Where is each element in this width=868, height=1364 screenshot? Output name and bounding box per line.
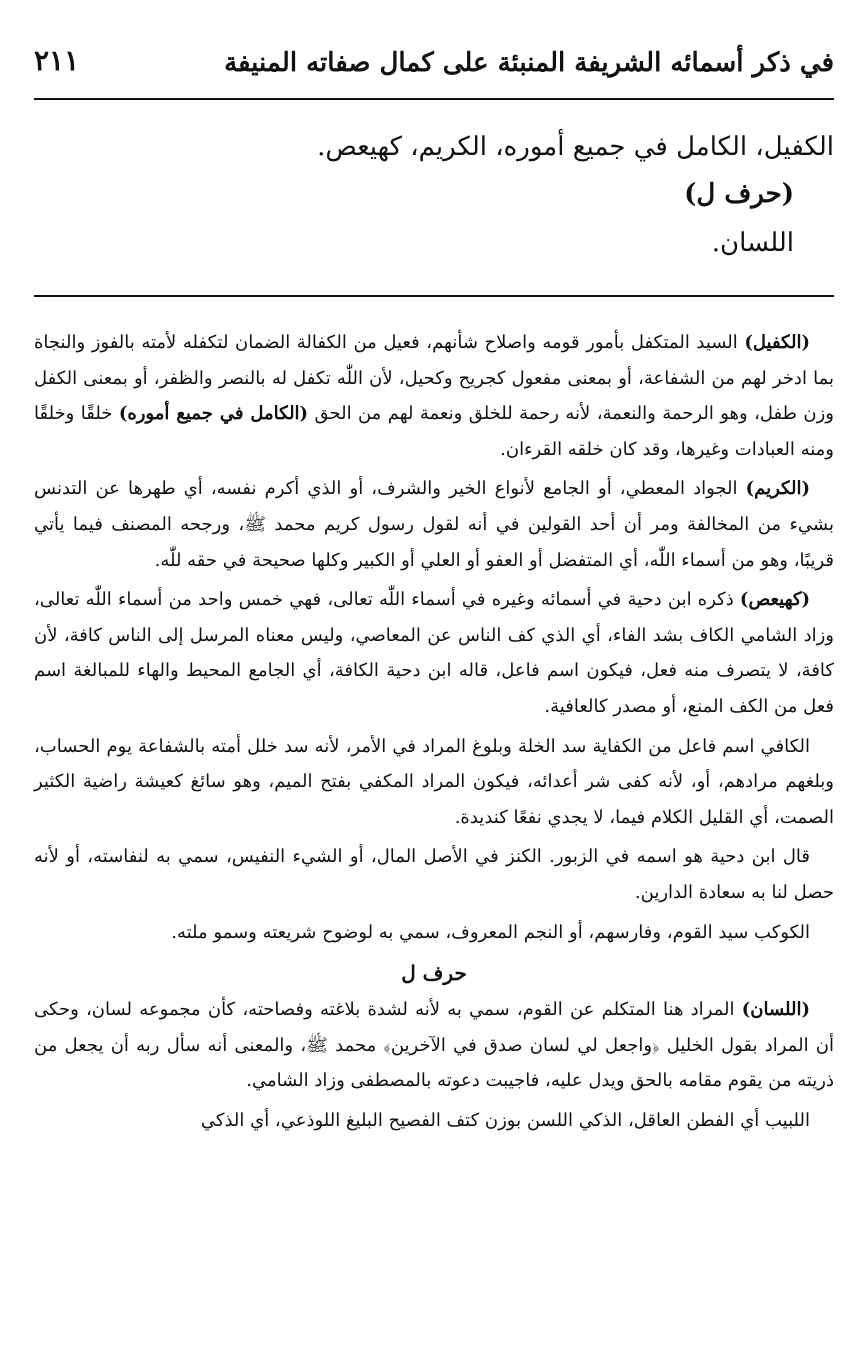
entry-term: (الكريم) xyxy=(745,478,810,500)
commentary-block xyxy=(34,325,834,1142)
header-rule xyxy=(34,98,834,100)
entry-text: السيد المتكفل بأمور قومه واصلاح شأنهم، فعيل من الكفالة الضمان لتكفله لأمته بالفوز والنجاة بما ادخر لهم من الشفاعة، أو بمعنى مفعول كجريح وكحيل، لأن اللّٰه تكفل له بالنصر والظفر، أو بمعنى الكفل وزن طفل، وهو الرحمة والنعمة، لأنه رحمة للخلق ونعمة لهم من الحق xyxy=(34,332,834,425)
commentary-paragraph: قال ابن دحية هو اسمه في الزبور. الكنز في الأصل المال، أو الشيء النفيس، سمي به لنفاسته، أو لأنه حصل لنا به سعادة الدارين. xyxy=(34,846,834,903)
commentary-paragraph xyxy=(34,992,834,1099)
page-number: ٢١١ xyxy=(34,44,80,77)
entry-term: (كهيعص) xyxy=(739,589,810,611)
commentary-paragraph xyxy=(34,582,834,724)
entry-text: المراد هنا المتكلم عن القوم، سمي به لأنه لشدة بلاغته وفصاحته، كأن مجموعه لسان، وحكى أن المراد بقول الخليل ﴿واجعل لي لسان صدق في الآخرين﴾ محمد ﷺ، والمعنى أنه سأل ربه أن يجعل من ذريته من يقوم مقامه بالحق ويدل عليه، فاجيبت دعوته بالمصطفى وزاد الشامي. xyxy=(34,999,834,1092)
entry-term: (الكفيل) xyxy=(744,332,810,353)
page-header xyxy=(34,40,834,90)
commentary-paragraph: الكوكب سيد القوم، وفارسهم، أو النجم المعروف، سمي به لوضوح شريعته وسمو ملته. xyxy=(171,921,810,943)
section-heading: حرف ل xyxy=(401,961,467,986)
entry-text: ذكره ابن دحية في أسمائه وغيره في أسماء اللّٰه تعالى، فهي خمس واحد من أسماء اللّٰه تعالى، وزاد الشامي الكاف بشد الفاء، أي الذي كف الناس عن المعاصي، وليس معناه المرسل إلى الناس كافة، لأن كافة، لا يتصرف منه فعل، فيكون اسم فاعل، قاله ابن دحية الكافة، أي الجامع المحيط والهاء للمبالغة اسم فعل من الكف المنع، أو مصدر كالعافية. xyxy=(34,589,834,717)
commentary-paragraph: الكافي اسم فاعل من الكفاية سد الخلة وبلوغ المراد في الأمر، لأنه سد خلل أمته بالشفاعة يوم الحساب، وبلغهم مرادهم، أو، لأنه كفى شر أعدائه، فيكون المراد المكفي بفتح الميم، وهو سائغ كعيشة راضية الكثير الصمت، أي القليل الكلام فيما، لا يجدي نفعًا كنديدة. xyxy=(34,735,834,828)
entry-text: خلقًا وخلقًا ومنه العبادات وغيرها، وقد كان خلقه القرءان. xyxy=(34,403,834,460)
matn-letter-heading: (حرف ل) xyxy=(684,179,794,209)
entry-term: (الكامل في جميع أموره) xyxy=(118,403,309,425)
running-title: في ذكر أسمائه الشريفة المنبئة على كمال صفاته المنيفة xyxy=(224,48,834,78)
entry-term: (اللسان) xyxy=(741,999,810,1021)
matn-block xyxy=(60,125,834,267)
commentary-paragraph xyxy=(34,325,834,467)
commentary-paragraph xyxy=(34,471,834,578)
matn-separator-rule xyxy=(34,295,834,297)
commentary-paragraph: اللبيب أي الفطن العاقل، الذكي اللسن بوزن كتف الفصيح البليغ اللوذعي، أي الذكي xyxy=(200,1109,810,1131)
entry-text: الجواد المعطي، أو الجامع لأنواع الخير والشرف، أو الذي أكرم نفسه، أي طهرها عن التدنس بشيء من المخالفة ومر أن أحد القولين في أنه لقول رسول كريم محمد ﷺ، ورجحه المصنف فيما يأتي قريبًا، وهو من أسماء اللّٰه، أي المتفضل أو العفو أو العلي أو الكبير وكلها صحيحة في حقه للّٰه. xyxy=(34,478,834,571)
matn-line: الكفيل، الكامل في جميع أموره، الكريم، كهيعص. xyxy=(317,132,834,162)
matn-line: اللسان. xyxy=(711,228,794,258)
